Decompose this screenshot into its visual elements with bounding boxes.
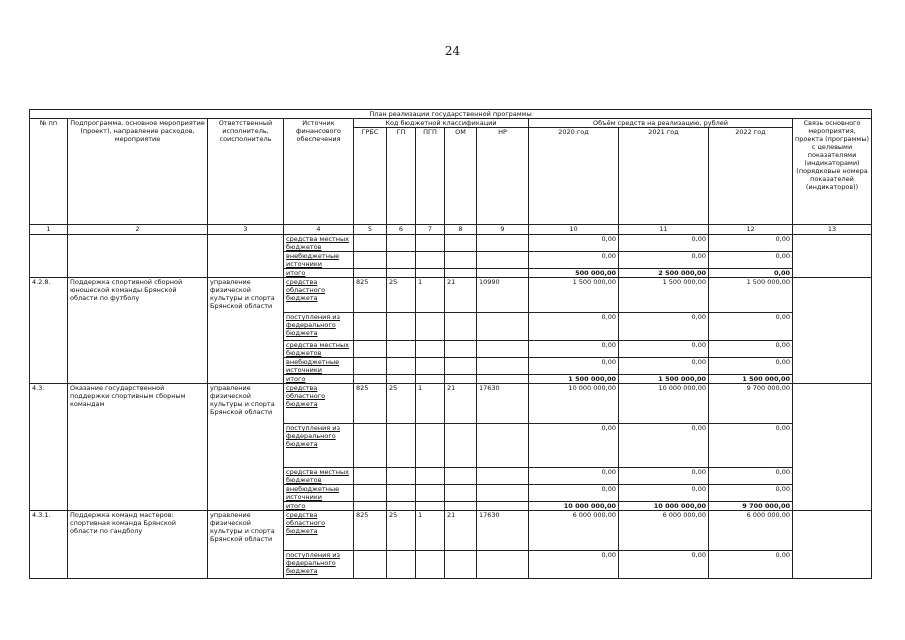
code-gp [387, 252, 416, 269]
code-gp [387, 235, 416, 252]
code-grbs [354, 424, 387, 468]
header-grbs: ГРБС [354, 128, 387, 225]
code-pgp: 1 [416, 278, 445, 313]
program-name: Поддержка команд мастеров: спортивная команда Брянской области по гандболу [68, 511, 208, 579]
header-responsible: Ответственный исполнитель, соисполнитель [208, 119, 284, 225]
code-grbs [354, 313, 387, 341]
code-pgp [416, 485, 445, 502]
code-nr [477, 252, 529, 269]
amount-2020: 0,00 [529, 551, 619, 579]
amount-2022: 0,00 [709, 313, 793, 341]
row-number: 4.3.1. [30, 511, 68, 579]
code-grbs [354, 485, 387, 502]
responsible-executor: управление физической культуры и спорта Брянской области [208, 384, 284, 511]
code-pgp [416, 313, 445, 341]
funding-source: внебюджетные источники [284, 358, 354, 375]
code-nr [477, 358, 529, 375]
code-gp [387, 269, 416, 278]
amount-2021: 1 500 000,00 [619, 375, 709, 384]
row-number [30, 235, 68, 278]
amount-2022: 0,00 [709, 468, 793, 485]
code-gp [387, 375, 416, 384]
header-2021: 2021 год [619, 128, 709, 225]
code-om [445, 358, 477, 375]
header-gp: ГП [387, 128, 416, 225]
code-grbs [354, 551, 387, 579]
header-amount-group: Объём средств на реализацию, рублей [529, 119, 793, 128]
code-pgp [416, 358, 445, 375]
code-pgp [416, 375, 445, 384]
code-gp: 25 [387, 511, 416, 551]
funding-source: поступления из федерального бюджета [284, 313, 354, 341]
code-gp [387, 485, 416, 502]
responsible-executor: управление физической культуры и спорта Брянской области [208, 278, 284, 384]
column-number: 5 [354, 225, 387, 235]
header-link: Связь основного мероприятия, проекта (программы) с целевыми показателями (индикаторами) (порядковые номера показателей (индикаторов)) [793, 119, 872, 225]
amount-2021: 0,00 [619, 341, 709, 358]
code-pgp [416, 424, 445, 468]
column-number: 3 [208, 225, 284, 235]
code-gp [387, 341, 416, 358]
amount-2022: 0,00 [709, 269, 793, 278]
code-nr [477, 269, 529, 278]
amount-2021: 0,00 [619, 551, 709, 579]
funding-source: средства областного бюджета [284, 511, 354, 551]
amount-2020: 0,00 [529, 358, 619, 375]
code-gp [387, 313, 416, 341]
amount-2021: 1 500 000,00 [619, 278, 709, 313]
code-nr: 17630 [477, 511, 529, 551]
code-om: 21 [445, 384, 477, 424]
amount-2020: 10 000 000,00 [529, 502, 619, 511]
code-nr [477, 551, 529, 579]
code-gp [387, 551, 416, 579]
code-om [445, 252, 477, 269]
funding-source: средства областного бюджета [284, 384, 354, 424]
code-nr: 17630 [477, 384, 529, 424]
amount-2020: 0,00 [529, 485, 619, 502]
column-number: 6 [387, 225, 416, 235]
code-pgp [416, 235, 445, 252]
column-number: 13 [793, 225, 872, 235]
code-grbs [354, 468, 387, 485]
header-budget-code-group: Код бюджетной классификации [354, 119, 529, 128]
amount-2020: 6 000 000,00 [529, 511, 619, 551]
code-om [445, 269, 477, 278]
header-2020: 2020 год [529, 128, 619, 225]
header-source: Источник финансового обеспечения [284, 119, 354, 225]
total-label: итого [284, 269, 354, 278]
amount-2020: 10 000 000,00 [529, 384, 619, 424]
code-gp [387, 424, 416, 468]
amount-2022: 9 700 000,00 [709, 502, 793, 511]
amount-2020: 500 000,00 [529, 269, 619, 278]
header-2022: 2022 год [709, 128, 793, 225]
code-grbs [354, 235, 387, 252]
code-grbs [354, 341, 387, 358]
table-row [30, 235, 872, 252]
column-number: 1 [30, 225, 68, 235]
code-nr [477, 341, 529, 358]
code-pgp [416, 551, 445, 579]
amount-2020: 0,00 [529, 235, 619, 252]
code-grbs: 825 [354, 384, 387, 424]
column-number: 2 [68, 225, 208, 235]
amount-2020: 0,00 [529, 341, 619, 358]
table-row [30, 384, 872, 424]
program-name: Поддержка спортивной сборной юношеской команды Брянской области по футболу [68, 278, 208, 384]
amount-2022: 6 000 000,00 [709, 511, 793, 551]
header-program: Подпрограмма, основное мероприятие (проект), направление расходов, мероприятие [68, 119, 208, 225]
total-label: итого [284, 375, 354, 384]
table-title: План реализации государственной программы [30, 110, 872, 119]
code-gp [387, 502, 416, 511]
column-number: 8 [445, 225, 477, 235]
code-om [445, 502, 477, 511]
funding-source: средства местных бюджетов [284, 341, 354, 358]
code-om [445, 235, 477, 252]
amount-2022: 0,00 [709, 358, 793, 375]
column-number: 12 [709, 225, 793, 235]
amount-2022: 0,00 [709, 252, 793, 269]
amount-2021: 10 000 000,00 [619, 384, 709, 424]
total-label: итого [284, 502, 354, 511]
code-om [445, 424, 477, 468]
amount-2021: 0,00 [619, 424, 709, 468]
amount-2022: 0,00 [709, 424, 793, 468]
code-nr [477, 424, 529, 468]
amount-2021: 0,00 [619, 485, 709, 502]
column-number: 4 [284, 225, 354, 235]
code-grbs [354, 502, 387, 511]
code-pgp [416, 252, 445, 269]
funding-source: средства местных бюджетов [284, 468, 354, 485]
code-grbs [354, 252, 387, 269]
code-pgp [416, 502, 445, 511]
column-number: 10 [529, 225, 619, 235]
code-om: 21 [445, 511, 477, 551]
page-number: 24 [444, 44, 461, 58]
code-nr [477, 485, 529, 502]
amount-2022: 0,00 [709, 341, 793, 358]
responsible-executor [208, 235, 284, 278]
amount-2022: 9 700 000,00 [709, 384, 793, 424]
funding-source: внебюджетные источники [284, 252, 354, 269]
code-om [445, 341, 477, 358]
amount-2021: 0,00 [619, 235, 709, 252]
code-gp [387, 468, 416, 485]
table-row [30, 511, 872, 551]
amount-2022: 1 500 000,00 [709, 375, 793, 384]
code-grbs [354, 375, 387, 384]
amount-2021: 6 000 000,00 [619, 511, 709, 551]
funding-source: поступления из федерального бюджета [284, 551, 354, 579]
header-om: ОМ [445, 128, 477, 225]
code-nr [477, 375, 529, 384]
program-plan-table [29, 109, 872, 579]
amount-2020: 1 500 000,00 [529, 375, 619, 384]
code-pgp: 1 [416, 384, 445, 424]
code-om [445, 485, 477, 502]
code-grbs: 825 [354, 278, 387, 313]
funding-source: средства областного бюджета [284, 278, 354, 313]
code-om: 21 [445, 278, 477, 313]
indicator-link [793, 278, 872, 384]
program-name [68, 235, 208, 278]
code-gp: 25 [387, 384, 416, 424]
code-pgp [416, 341, 445, 358]
code-pgp: 1 [416, 511, 445, 551]
amount-2020: 0,00 [529, 313, 619, 341]
amount-2020: 0,00 [529, 468, 619, 485]
code-pgp [416, 468, 445, 485]
amount-2021: 2 500 000,00 [619, 269, 709, 278]
header-no: № пп [30, 119, 68, 225]
code-nr [477, 313, 529, 341]
table-body [30, 235, 872, 579]
code-gp [387, 358, 416, 375]
code-nr [477, 502, 529, 511]
amount-2022: 0,00 [709, 485, 793, 502]
code-om [445, 313, 477, 341]
table-row [30, 278, 872, 313]
header-nr: НР [477, 128, 529, 225]
code-grbs: 825 [354, 511, 387, 551]
program-name: Оказание государственной поддержки спортивным сборным командам [68, 384, 208, 511]
column-number: 7 [416, 225, 445, 235]
code-nr [477, 468, 529, 485]
indicator-link [793, 384, 872, 511]
amount-2021: 0,00 [619, 252, 709, 269]
code-gp: 25 [387, 278, 416, 313]
amount-2020: 0,00 [529, 424, 619, 468]
amount-2022: 0,00 [709, 235, 793, 252]
amount-2021: 0,00 [619, 313, 709, 341]
funding-source: внебюджетные источники [284, 485, 354, 502]
code-om [445, 551, 477, 579]
funding-source: средства местных бюджетов [284, 235, 354, 252]
code-om [445, 375, 477, 384]
code-nr [477, 235, 529, 252]
responsible-executor: управление физической культуры и спорта Брянской области [208, 511, 284, 579]
amount-2022: 1 500 000,00 [709, 278, 793, 313]
indicator-link [793, 235, 872, 278]
code-grbs [354, 269, 387, 278]
amount-2021: 10 000 000,00 [619, 502, 709, 511]
row-number: 4.2.8. [30, 278, 68, 384]
indicator-link [793, 511, 872, 579]
amount-2020: 0,00 [529, 252, 619, 269]
code-nr: 10990 [477, 278, 529, 313]
column-number-row [30, 225, 872, 235]
row-number: 4.3. [30, 384, 68, 511]
code-grbs [354, 358, 387, 375]
amount-2022: 0,00 [709, 551, 793, 579]
column-number: 9 [477, 225, 529, 235]
code-om [445, 468, 477, 485]
amount-2021: 0,00 [619, 468, 709, 485]
column-number: 11 [619, 225, 709, 235]
amount-2021: 0,00 [619, 358, 709, 375]
funding-source: поступления из федерального бюджета [284, 424, 354, 468]
amount-2020: 1 500 000,00 [529, 278, 619, 313]
header-pgp: ПГП [416, 128, 445, 225]
code-pgp [416, 269, 445, 278]
